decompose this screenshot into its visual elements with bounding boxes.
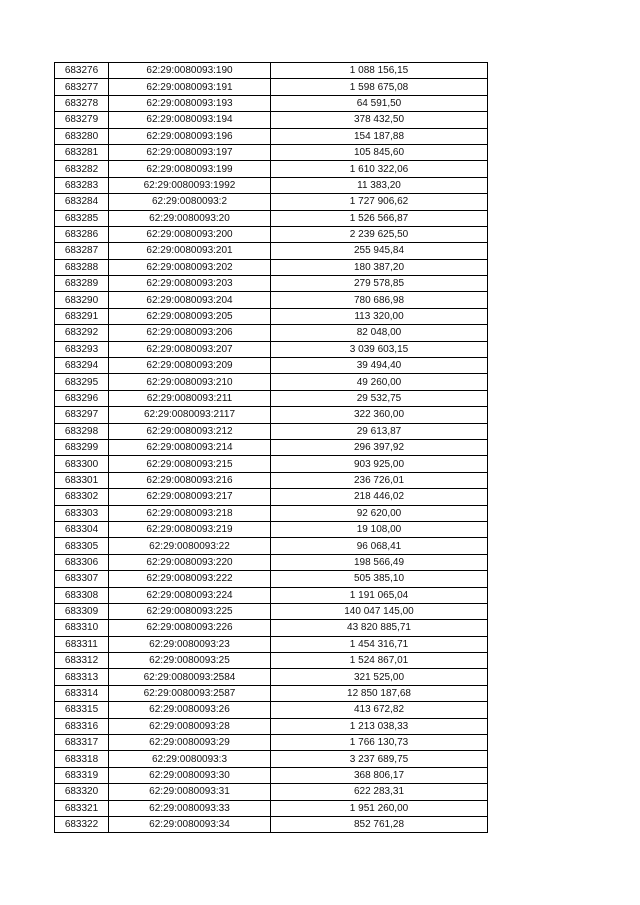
cadastral-number-cell: 62:29:0080093:31 xyxy=(109,784,271,800)
value-cell: 1 951 260,00 xyxy=(271,800,488,816)
row-number-cell: 683302 xyxy=(55,489,109,505)
row-number-cell: 683285 xyxy=(55,210,109,226)
row-number-cell: 683297 xyxy=(55,407,109,423)
cadastral-number-cell: 62:29:0080093:2117 xyxy=(109,407,271,423)
table-row xyxy=(55,751,488,767)
value-cell: 140 047 145,00 xyxy=(271,603,488,619)
row-number-cell: 683316 xyxy=(55,718,109,734)
table-row xyxy=(55,784,488,800)
cadastral-number-cell: 62:29:0080093:206 xyxy=(109,325,271,341)
value-cell: 11 383,20 xyxy=(271,177,488,193)
row-number-cell: 683312 xyxy=(55,653,109,669)
table-row xyxy=(55,767,488,783)
cadastral-number-cell: 62:29:0080093:2587 xyxy=(109,685,271,701)
value-cell: 113 320,00 xyxy=(271,308,488,324)
row-number-cell: 683295 xyxy=(55,374,109,390)
cadastral-number-cell: 62:29:0080093:224 xyxy=(109,587,271,603)
cadastral-number-cell: 62:29:0080093:217 xyxy=(109,489,271,505)
row-number-cell: 683288 xyxy=(55,259,109,275)
table-row xyxy=(55,620,488,636)
cadastral-number-cell: 62:29:0080093:194 xyxy=(109,112,271,128)
value-cell: 505 385,10 xyxy=(271,571,488,587)
row-number-cell: 683293 xyxy=(55,341,109,357)
table-row xyxy=(55,603,488,619)
row-number-cell: 683318 xyxy=(55,751,109,767)
table-row xyxy=(55,554,488,570)
table-row xyxy=(55,292,488,308)
row-number-cell: 683301 xyxy=(55,472,109,488)
table-row xyxy=(55,489,488,505)
value-cell: 1 610 322,06 xyxy=(271,161,488,177)
cadastral-number-cell: 62:29:0080093:1992 xyxy=(109,177,271,193)
value-cell: 622 283,31 xyxy=(271,784,488,800)
table-row xyxy=(55,505,488,521)
table-row xyxy=(55,128,488,144)
row-number-cell: 683280 xyxy=(55,128,109,144)
table-row xyxy=(55,358,488,374)
row-number-cell: 683298 xyxy=(55,423,109,439)
row-number-cell: 683311 xyxy=(55,636,109,652)
cadastral-number-cell: 62:29:0080093:214 xyxy=(109,439,271,455)
table-row xyxy=(55,374,488,390)
row-number-cell: 683315 xyxy=(55,702,109,718)
cadastral-number-cell: 62:29:0080093:219 xyxy=(109,521,271,537)
value-cell: 852 761,28 xyxy=(271,816,488,832)
value-cell: 82 048,00 xyxy=(271,325,488,341)
value-cell: 43 820 885,71 xyxy=(271,620,488,636)
table-row xyxy=(55,259,488,275)
cadastral-number-cell: 62:29:0080093:199 xyxy=(109,161,271,177)
value-cell: 64 591,50 xyxy=(271,95,488,111)
row-number-cell: 683287 xyxy=(55,243,109,259)
value-cell: 413 672,82 xyxy=(271,702,488,718)
table-row xyxy=(55,653,488,669)
value-cell: 780 686,98 xyxy=(271,292,488,308)
row-number-cell: 683279 xyxy=(55,112,109,128)
value-cell: 29 532,75 xyxy=(271,390,488,406)
value-cell: 1 191 065,04 xyxy=(271,587,488,603)
value-cell: 255 945,84 xyxy=(271,243,488,259)
table-row xyxy=(55,423,488,439)
table-row xyxy=(55,735,488,751)
value-cell: 368 806,17 xyxy=(271,767,488,783)
value-cell: 1 524 867,01 xyxy=(271,653,488,669)
table-row xyxy=(55,325,488,341)
table-row xyxy=(55,226,488,242)
cadastral-number-cell: 62:29:0080093:209 xyxy=(109,358,271,374)
table-row xyxy=(55,63,488,79)
cadastral-number-cell: 62:29:0080093:196 xyxy=(109,128,271,144)
table-row xyxy=(55,177,488,193)
row-number-cell: 683278 xyxy=(55,95,109,111)
row-number-cell: 683307 xyxy=(55,571,109,587)
cadastral-number-cell: 62:29:0080093:33 xyxy=(109,800,271,816)
row-number-cell: 683299 xyxy=(55,439,109,455)
row-number-cell: 683283 xyxy=(55,177,109,193)
cadastral-number-cell: 62:29:0080093:215 xyxy=(109,456,271,472)
table-row xyxy=(55,112,488,128)
table-row xyxy=(55,390,488,406)
value-cell: 39 494,40 xyxy=(271,358,488,374)
value-cell: 236 726,01 xyxy=(271,472,488,488)
value-cell: 3 039 603,15 xyxy=(271,341,488,357)
cadastral-number-cell: 62:29:0080093:28 xyxy=(109,718,271,734)
cadastral-number-cell: 62:29:0080093:22 xyxy=(109,538,271,554)
table-row xyxy=(55,210,488,226)
value-cell: 279 578,85 xyxy=(271,276,488,292)
value-cell: 1 454 316,71 xyxy=(271,636,488,652)
cadastral-number-cell: 62:29:0080093:200 xyxy=(109,226,271,242)
row-number-cell: 683314 xyxy=(55,685,109,701)
cadastral-number-cell: 62:29:0080093:29 xyxy=(109,735,271,751)
value-cell: 29 613,87 xyxy=(271,423,488,439)
value-cell: 1 598 675,08 xyxy=(271,79,488,95)
row-number-cell: 683282 xyxy=(55,161,109,177)
cadastral-number-cell: 62:29:0080093:216 xyxy=(109,472,271,488)
row-number-cell: 683286 xyxy=(55,226,109,242)
row-number-cell: 683300 xyxy=(55,456,109,472)
cadastral-number-cell: 62:29:0080093:226 xyxy=(109,620,271,636)
value-cell: 92 620,00 xyxy=(271,505,488,521)
cadastral-number-cell: 62:29:0080093:203 xyxy=(109,276,271,292)
table-row xyxy=(55,538,488,554)
row-number-cell: 683310 xyxy=(55,620,109,636)
table-row xyxy=(55,636,488,652)
row-number-cell: 683305 xyxy=(55,538,109,554)
table-row xyxy=(55,816,488,832)
row-number-cell: 683291 xyxy=(55,308,109,324)
cadastral-number-cell: 62:29:0080093:191 xyxy=(109,79,271,95)
table-row xyxy=(55,439,488,455)
value-cell: 12 850 187,68 xyxy=(271,685,488,701)
table-row xyxy=(55,669,488,685)
value-cell: 1 727 906,62 xyxy=(271,194,488,210)
cadastral-number-cell: 62:29:0080093:225 xyxy=(109,603,271,619)
table-row xyxy=(55,800,488,816)
row-number-cell: 683281 xyxy=(55,144,109,160)
value-cell: 19 108,00 xyxy=(271,521,488,537)
cadastral-number-cell: 62:29:0080093:207 xyxy=(109,341,271,357)
row-number-cell: 683322 xyxy=(55,816,109,832)
value-cell: 3 237 689,75 xyxy=(271,751,488,767)
cadastral-number-cell: 62:29:0080093:23 xyxy=(109,636,271,652)
value-cell: 49 260,00 xyxy=(271,374,488,390)
cadastral-number-cell: 62:29:0080093:26 xyxy=(109,702,271,718)
cadastral-number-cell: 62:29:0080093:205 xyxy=(109,308,271,324)
value-cell: 154 187,88 xyxy=(271,128,488,144)
value-cell: 1 766 130,73 xyxy=(271,735,488,751)
row-number-cell: 683290 xyxy=(55,292,109,308)
table-row xyxy=(55,456,488,472)
cadastral-number-cell: 62:29:0080093:218 xyxy=(109,505,271,521)
value-cell: 218 446,02 xyxy=(271,489,488,505)
cadastral-number-cell: 62:29:0080093:212 xyxy=(109,423,271,439)
cadastral-number-cell: 62:29:0080093:34 xyxy=(109,816,271,832)
value-cell: 903 925,00 xyxy=(271,456,488,472)
row-number-cell: 683306 xyxy=(55,554,109,570)
value-cell: 96 068,41 xyxy=(271,538,488,554)
row-number-cell: 683292 xyxy=(55,325,109,341)
table-row xyxy=(55,718,488,734)
cadastral-number-cell: 62:29:0080093:190 xyxy=(109,63,271,79)
row-number-cell: 683289 xyxy=(55,276,109,292)
table-row xyxy=(55,702,488,718)
table-row xyxy=(55,194,488,210)
value-cell: 198 566,49 xyxy=(271,554,488,570)
table-row xyxy=(55,521,488,537)
value-cell: 105 845,60 xyxy=(271,144,488,160)
cadastral-number-cell: 62:29:0080093:193 xyxy=(109,95,271,111)
cadastral-number-cell: 62:29:0080093:211 xyxy=(109,390,271,406)
cadastral-number-cell: 62:29:0080093:202 xyxy=(109,259,271,275)
table-body xyxy=(55,63,488,833)
row-number-cell: 683284 xyxy=(55,194,109,210)
table-row xyxy=(55,685,488,701)
row-number-cell: 683319 xyxy=(55,767,109,783)
cadastral-number-cell: 62:29:0080093:2 xyxy=(109,194,271,210)
row-number-cell: 683321 xyxy=(55,800,109,816)
table-row xyxy=(55,587,488,603)
row-number-cell: 683313 xyxy=(55,669,109,685)
value-cell: 322 360,00 xyxy=(271,407,488,423)
value-cell: 378 432,50 xyxy=(271,112,488,128)
cadastral-number-cell: 62:29:0080093:220 xyxy=(109,554,271,570)
cadastral-number-cell: 62:29:0080093:204 xyxy=(109,292,271,308)
cadastral-number-cell: 62:29:0080093:25 xyxy=(109,653,271,669)
row-number-cell: 683303 xyxy=(55,505,109,521)
table-row xyxy=(55,407,488,423)
cadastral-number-cell: 62:29:0080093:210 xyxy=(109,374,271,390)
row-number-cell: 683277 xyxy=(55,79,109,95)
table-row xyxy=(55,243,488,259)
row-number-cell: 683317 xyxy=(55,735,109,751)
table-row xyxy=(55,144,488,160)
value-cell: 2 239 625,50 xyxy=(271,226,488,242)
cadastral-number-cell: 62:29:0080093:30 xyxy=(109,767,271,783)
table-row xyxy=(55,341,488,357)
table-row xyxy=(55,161,488,177)
cadastral-number-cell: 62:29:0080093:197 xyxy=(109,144,271,160)
row-number-cell: 683276 xyxy=(55,63,109,79)
cadastral-number-cell: 62:29:0080093:201 xyxy=(109,243,271,259)
table-row xyxy=(55,95,488,111)
cadastral-value-table xyxy=(54,62,488,833)
cadastral-number-cell: 62:29:0080093:222 xyxy=(109,571,271,587)
table-row xyxy=(55,308,488,324)
table-row xyxy=(55,472,488,488)
row-number-cell: 683296 xyxy=(55,390,109,406)
value-cell: 321 525,00 xyxy=(271,669,488,685)
row-number-cell: 683294 xyxy=(55,358,109,374)
cadastral-number-cell: 62:29:0080093:2584 xyxy=(109,669,271,685)
row-number-cell: 683304 xyxy=(55,521,109,537)
value-cell: 180 387,20 xyxy=(271,259,488,275)
value-cell: 296 397,92 xyxy=(271,439,488,455)
value-cell: 1 213 038,33 xyxy=(271,718,488,734)
value-cell: 1 526 566,87 xyxy=(271,210,488,226)
row-number-cell: 683308 xyxy=(55,587,109,603)
row-number-cell: 683320 xyxy=(55,784,109,800)
table-row xyxy=(55,79,488,95)
table-row xyxy=(55,276,488,292)
row-number-cell: 683309 xyxy=(55,603,109,619)
cadastral-number-cell: 62:29:0080093:20 xyxy=(109,210,271,226)
cadastral-number-cell: 62:29:0080093:3 xyxy=(109,751,271,767)
table-row xyxy=(55,571,488,587)
value-cell: 1 088 156,15 xyxy=(271,63,488,79)
